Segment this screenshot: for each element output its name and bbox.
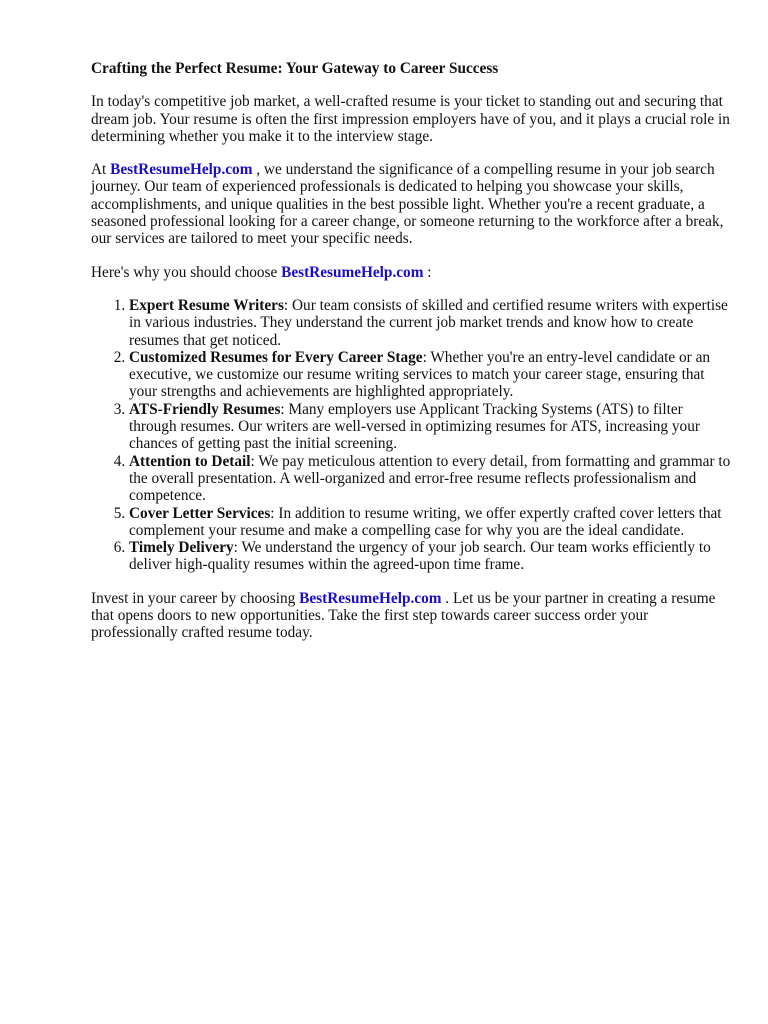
- list-item: [129, 453, 731, 505]
- reason-term: Customized Resumes for Every Career Stage: [129, 348, 423, 366]
- about-paragraph: [91, 161, 731, 247]
- bestresumehelp-link[interactable]: BestResumeHelp.com: [281, 263, 424, 281]
- closing-suffix: . Let us be your partner in creating a resume that opens doors to new opportunities. Take the first step towards career success order your professionally crafted resume today.: [91, 589, 716, 642]
- reason-text: : We understand the urgency of your job search. Our team works efficiently to deliver high-quality resumes within the agreed-upon time frame.: [129, 539, 711, 574]
- about-prefix: At: [91, 161, 111, 179]
- intro-paragraph: In today's competitive job market, a well-crafted resume is your ticket to standing out and securing that dream job. Your resume is often the first impression employers have of you, and it plays a crucial role in determining whether you make it to the interview stage.: [91, 93, 730, 145]
- document-title: Crafting the Perfect Resume: Your Gateway to Career Success: [91, 60, 499, 77]
- why-paragraph: [91, 264, 731, 281]
- reason-term: ATS-Friendly Resumes: [129, 400, 281, 418]
- reason-text: : Many employers use Applicant Tracking Systems (ATS) to filter through resumes. Our writers are well-versed in optimizing resumes for ATS, increasing your chances of getting past the initial screening.: [129, 400, 700, 453]
- reason-text: : In addition to resume writing, we offer expertly crafted cover letters that complement your resume and make a compelling case for why you are the ideal candidate.: [129, 504, 722, 539]
- list-item: [129, 539, 731, 574]
- list-item: [129, 401, 731, 453]
- reason-term: Cover Letter Services: [129, 504, 271, 522]
- bestresumehelp-link[interactable]: BestResumeHelp.com: [110, 161, 253, 179]
- reason-text: : We pay meticulous attention to every detail, from formatting and grammar to the overall presentation. A well-organized and error-free resume reflects professionalism and competence.: [129, 452, 731, 505]
- reasons-list: [91, 297, 731, 574]
- list-item: [129, 297, 731, 349]
- reason-term: Expert Resume Writers: [129, 296, 284, 314]
- reason-text: : Our team consists of skilled and certified resume writers with expertise in various industries. They understand the current job market trends and know how to create resumes that get noticed.: [129, 296, 728, 349]
- why-suffix: :: [423, 263, 432, 281]
- bestresumehelp-link[interactable]: BestResumeHelp.com: [299, 589, 442, 607]
- list-item: [129, 349, 731, 401]
- why-prefix: Here's why you should choose: [91, 263, 282, 281]
- reason-term: Timely Delivery: [129, 539, 234, 557]
- reason-term: Attention to Detail: [129, 452, 251, 470]
- closing-prefix: Invest in your career by choosing: [91, 589, 300, 607]
- reason-text: : Whether you're an entry-level candidate or an executive, we customize our resume writing services to match your career stage, ensuring that your strengths and achievements are highlighted appropriately.: [129, 348, 711, 401]
- list-item: [129, 505, 731, 540]
- closing-paragraph: [91, 590, 731, 642]
- about-suffix: , we understand the significance of a compelling resume in your job search journey. Our team of experienced professionals is dedicated to helping you showcase your skills, accomplishments, and unique qualities in the best possible light. Whether you're a recent graduate, a seasoned professional looking for a career change, or someone returning to the workforce after a break, our services are tailored to meet your specific needs.: [91, 161, 724, 248]
- document-page: [91, 60, 731, 658]
